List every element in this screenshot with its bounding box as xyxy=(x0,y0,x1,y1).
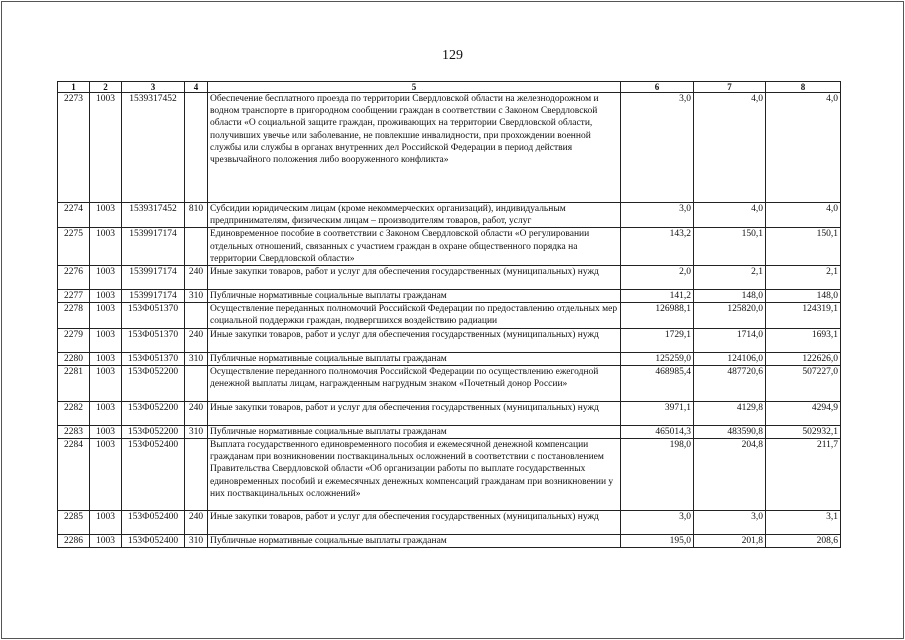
cell-col-4: 240 xyxy=(185,328,208,352)
cell-col-3: 153Ф051370 xyxy=(122,328,185,352)
cell-col-7: 2,1 xyxy=(694,266,766,290)
cell-col-7: 201,8 xyxy=(694,535,766,548)
cell-col-6: 1729,1 xyxy=(621,328,694,352)
cell-col-5: Осуществление переданного полномочия Российской Федерации по осуществлению ежегодной денежной выплаты лицам, награжденным нагрудным знаком «Почетный донор России» xyxy=(208,365,621,401)
table-row xyxy=(58,290,841,303)
cell-col-5: Единовременное пособие в соответствии с Законом Свердловской области «О регулировании отдельных отношений, связанных с участием граждан в охране общественного порядка на территории Свердловской области» xyxy=(208,228,621,266)
cell-col-4: 240 xyxy=(185,511,208,535)
cell-col-2: 1003 xyxy=(90,439,122,511)
cell-col-8: 4,0 xyxy=(766,203,841,228)
cell-col-4 xyxy=(185,228,208,266)
cell-col-1: 2284 xyxy=(58,439,90,511)
cell-col-4: 310 xyxy=(185,535,208,548)
cell-col-7: 124106,0 xyxy=(694,352,766,365)
cell-col-5: Публичные нормативные социальные выплаты гражданам xyxy=(208,535,621,548)
cell-col-2: 1003 xyxy=(90,290,122,303)
cell-col-1: 2277 xyxy=(58,290,90,303)
column-header-5: 5 xyxy=(208,82,621,93)
table-row xyxy=(58,365,841,401)
table-row xyxy=(58,439,841,511)
cell-col-5: Выплата государственного единовременного пособия и ежемесячной денежной компенсации гражданам при возникновении поствакцинальных осложнений в соответствии с постановлением Правительства Свердловской области «Об организации работы по выплате государственных единовременных пособий и ежемесячных денежных компенсаций гражданам при возникновении у них поствакцинальных осложнений» xyxy=(208,439,621,511)
cell-col-7: 148,0 xyxy=(694,290,766,303)
cell-col-2: 1003 xyxy=(90,328,122,352)
cell-col-8: 2,1 xyxy=(766,266,841,290)
cell-col-3: 153Ф052400 xyxy=(122,535,185,548)
cell-col-4: 810 xyxy=(185,203,208,228)
cell-col-2: 1003 xyxy=(90,401,122,425)
table-row xyxy=(58,93,841,203)
cell-col-8: 507227,0 xyxy=(766,365,841,401)
cell-col-6: 468985,4 xyxy=(621,365,694,401)
cell-col-7: 125820,0 xyxy=(694,303,766,328)
column-header-4: 4 xyxy=(185,82,208,93)
cell-col-6: 126988,1 xyxy=(621,303,694,328)
cell-col-4 xyxy=(185,439,208,511)
cell-col-1: 2282 xyxy=(58,401,90,425)
cell-col-7: 4,0 xyxy=(694,203,766,228)
cell-col-2: 1003 xyxy=(90,425,122,438)
cell-col-8: 150,1 xyxy=(766,228,841,266)
cell-col-6: 2,0 xyxy=(621,266,694,290)
cell-col-1: 2285 xyxy=(58,511,90,535)
cell-col-3: 153Ф052200 xyxy=(122,401,185,425)
table-body xyxy=(58,93,841,548)
cell-col-8: 208,6 xyxy=(766,535,841,548)
cell-col-2: 1003 xyxy=(90,535,122,548)
cell-col-8: 124319,1 xyxy=(766,303,841,328)
cell-col-7: 487720,6 xyxy=(694,365,766,401)
cell-col-3: 1539917174 xyxy=(122,266,185,290)
column-header-7: 7 xyxy=(694,82,766,93)
cell-col-1: 2283 xyxy=(58,425,90,438)
cell-col-8: 502932,1 xyxy=(766,425,841,438)
column-header-1: 1 xyxy=(58,82,90,93)
cell-col-2: 1003 xyxy=(90,203,122,228)
column-header-8: 8 xyxy=(766,82,841,93)
cell-col-4: 310 xyxy=(185,425,208,438)
table-row xyxy=(58,535,841,548)
column-header-6: 6 xyxy=(621,82,694,93)
cell-col-3: 153Ф052400 xyxy=(122,511,185,535)
cell-col-7: 4,0 xyxy=(694,93,766,203)
cell-col-8: 1693,1 xyxy=(766,328,841,352)
cell-col-4 xyxy=(185,303,208,328)
cell-col-3: 1539317452 xyxy=(122,93,185,203)
page-number: 129 xyxy=(442,48,463,63)
table-row xyxy=(58,352,841,365)
column-header-3: 3 xyxy=(122,82,185,93)
cell-col-7: 204,8 xyxy=(694,439,766,511)
cell-col-2: 1003 xyxy=(90,511,122,535)
cell-col-5: Иные закупки товаров, работ и услуг для обеспечения государственных (муниципальных) нужд xyxy=(208,401,621,425)
table-row xyxy=(58,203,841,228)
cell-col-2: 1003 xyxy=(90,365,122,401)
cell-col-2: 1003 xyxy=(90,303,122,328)
cell-col-6: 3,0 xyxy=(621,203,694,228)
cell-col-5: Осуществление переданных полномочий Российской Федерации по предоставлению отдельных мер социальной поддержки граждан, подвергшихся воздействию радиации xyxy=(208,303,621,328)
cell-col-1: 2281 xyxy=(58,365,90,401)
cell-col-7: 1714,0 xyxy=(694,328,766,352)
table-row xyxy=(58,328,841,352)
table-row xyxy=(58,401,841,425)
table-row xyxy=(58,303,841,328)
cell-col-4: 310 xyxy=(185,352,208,365)
cell-col-2: 1003 xyxy=(90,93,122,203)
cell-col-1: 2274 xyxy=(58,203,90,228)
cell-col-1: 2280 xyxy=(58,352,90,365)
cell-col-4: 310 xyxy=(185,290,208,303)
cell-col-1: 2286 xyxy=(58,535,90,548)
cell-col-7: 150,1 xyxy=(694,228,766,266)
cell-col-6: 125259,0 xyxy=(621,352,694,365)
table-row xyxy=(58,228,841,266)
table-row xyxy=(58,266,841,290)
cell-col-4 xyxy=(185,365,208,401)
cell-col-6: 198,0 xyxy=(621,439,694,511)
cell-col-7: 4129,8 xyxy=(694,401,766,425)
cell-col-6: 3,0 xyxy=(621,93,694,203)
cell-col-3: 153Ф051370 xyxy=(122,303,185,328)
cell-col-5: Иные закупки товаров, работ и услуг для обеспечения государственных (муниципальных) нужд xyxy=(208,511,621,535)
cell-col-6: 3971,1 xyxy=(621,401,694,425)
cell-col-3: 1539917174 xyxy=(122,228,185,266)
table-row xyxy=(58,511,841,535)
header-row xyxy=(58,82,841,93)
cell-col-1: 2278 xyxy=(58,303,90,328)
cell-col-6: 141,2 xyxy=(621,290,694,303)
cell-col-3: 153Ф052200 xyxy=(122,365,185,401)
cell-col-1: 2275 xyxy=(58,228,90,266)
cell-col-5: Обеспечение бесплатного проезда по территории Свердловской области на железнодорожном и водном транспорте в пригородном сообщении граждан в соответствии с Законом Свердловской области «О социальной защите граждан, проживающих на территории Свердловской области, получивших увечье или заболевание, не повлекшие инвалидности, при прохождении военной службы или службы в органах внутренних дел Российской Федерации в период действия чрезвычайного положения либо вооруженного конфликта» xyxy=(208,93,621,203)
cell-col-6: 465014,3 xyxy=(621,425,694,438)
budget-table xyxy=(57,81,841,548)
cell-col-5: Публичные нормативные социальные выплаты гражданам xyxy=(208,352,621,365)
cell-col-2: 1003 xyxy=(90,266,122,290)
cell-col-8: 4,0 xyxy=(766,93,841,203)
cell-col-8: 122626,0 xyxy=(766,352,841,365)
cell-col-5: Публичные нормативные социальные выплаты гражданам xyxy=(208,290,621,303)
cell-col-3: 1539317452 xyxy=(122,203,185,228)
cell-col-3: 1539917174 xyxy=(122,290,185,303)
cell-col-3: 153Ф051370 xyxy=(122,352,185,365)
cell-col-4: 240 xyxy=(185,266,208,290)
cell-col-1: 2273 xyxy=(58,93,90,203)
cell-col-8: 3,1 xyxy=(766,511,841,535)
cell-col-1: 2276 xyxy=(58,266,90,290)
cell-col-6: 143,2 xyxy=(621,228,694,266)
cell-col-1: 2279 xyxy=(58,328,90,352)
cell-col-7: 483590,8 xyxy=(694,425,766,438)
cell-col-5: Иные закупки товаров, работ и услуг для обеспечения государственных (муниципальных) нужд xyxy=(208,266,621,290)
cell-col-8: 211,7 xyxy=(766,439,841,511)
cell-col-6: 195,0 xyxy=(621,535,694,548)
cell-col-7: 3,0 xyxy=(694,511,766,535)
cell-col-3: 153Ф052400 xyxy=(122,439,185,511)
cell-col-3: 153Ф052200 xyxy=(122,425,185,438)
table-row xyxy=(58,425,841,438)
cell-col-8: 4294,9 xyxy=(766,401,841,425)
cell-col-6: 3,0 xyxy=(621,511,694,535)
column-header-2: 2 xyxy=(90,82,122,93)
cell-col-5: Субсидии юридическим лицам (кроме некоммерческих организаций), индивидуальным предпринимателям, физическим лицам – производителям товаров, работ, услуг xyxy=(208,203,621,228)
cell-col-5: Публичные нормативные социальные выплаты гражданам xyxy=(208,425,621,438)
cell-col-4: 240 xyxy=(185,401,208,425)
cell-col-2: 1003 xyxy=(90,228,122,266)
cell-col-4 xyxy=(185,93,208,203)
cell-col-8: 148,0 xyxy=(766,290,841,303)
cell-col-2: 1003 xyxy=(90,352,122,365)
cell-col-5: Иные закупки товаров, работ и услуг для обеспечения государственных (муниципальных) нужд xyxy=(208,328,621,352)
